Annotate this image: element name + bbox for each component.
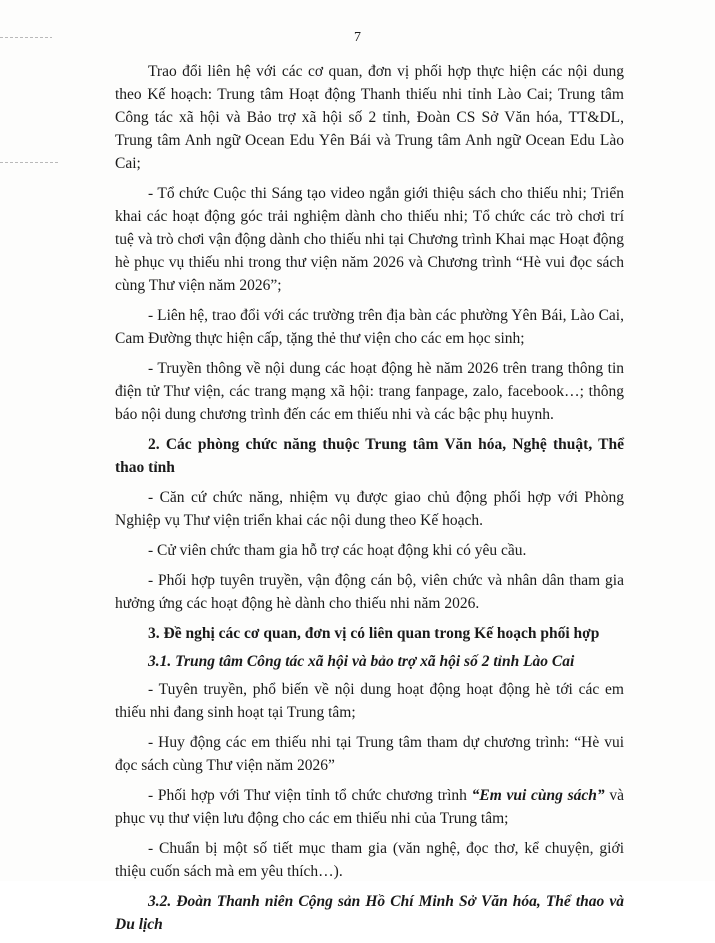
- paragraph: - Chuẩn bị một số tiết mục tham gia (văn nghệ, đọc thơ, kể chuyện, giới thiệu cuốn sách mà em yêu thích…).: [115, 840, 624, 880]
- paragraph: [115, 784, 624, 830]
- paragraph: Trao đổi liên hệ với các cơ quan, đơn vị phối hợp thực hiện các nội dung theo Kế hoạch: Trung tâm Hoạt động Thanh thiếu nhi tỉnh Lào Cai; Trung tâm Công tác xã hội và Bảo trợ xã hội số 2 tỉnh, Đoàn CS Sở Văn hóa, TT&DL, Trung tâm Anh ngữ Ocean Edu Yên Bái và Trung tâm Anh ngữ Ocean Edu Lào Cai;: [115, 63, 624, 172]
- paragraph: - Liên hệ, trao đổi với các trường trên địa bàn các phường Yên Bái, Lào Cai, Cam Đường thực hiện cấp, tặng thẻ thư viện cho các em học sinh;: [115, 307, 624, 347]
- section-heading: 3. Đề nghị các cơ quan, đơn vị có liên quan trong Kế hoạch phối hợp: [148, 625, 600, 642]
- paragraph: - Tuyên truyền, phổ biến về nội dung hoạt động hoạt động hè tới các em thiếu nhi đang sinh hoạt tại Trung tâm;: [115, 681, 624, 721]
- document-body: [115, 60, 624, 943]
- paragraph-text: - Phối hợp với Thư viện tỉnh tổ chức chương trình: [148, 787, 472, 804]
- page-number: 7: [354, 30, 361, 45]
- subsection-heading: 3.2. Đoàn Thanh niên Cộng sản Hồ Chí Minh Sở Văn hóa, Thể thao và Du lịch: [115, 893, 624, 933]
- program-title: “Em vui cùng sách”: [471, 787, 605, 804]
- paragraph: - Tổ chức Cuộc thi Sáng tạo video ngắn giới thiệu sách cho thiếu nhi; Triển khai các hoạt động góc trải nghiệm dành cho thiếu nhi; Tổ chức các trò chơi trí tuệ và trò chơi vận động dành cho thiếu nhi tại Chương trình Khai mạc Hoạt động hè phục vụ thiếu nhi trong thư viện năm 2026 và Chương trình “Hè vui đọc sách cùng Thư viện năm 2026”;: [115, 185, 624, 294]
- section-heading: 2. Các phòng chức năng thuộc Trung tâm Văn hóa, Nghệ thuật, Thể thao tỉnh: [115, 436, 624, 476]
- paragraph: - Căn cứ chức năng, nhiệm vụ được giao chủ động phối hợp với Phòng Nghiệp vụ Thư viện triển khai các nội dung theo Kế hoạch.: [115, 489, 624, 529]
- paragraph: - Cử viên chức tham gia hỗ trợ các hoạt động khi có yêu cầu.: [148, 542, 527, 559]
- paragraph: - Truyền thông về nội dung các hoạt động hè năm 2026 trên trang thông tin điện tử Thư viện, các trang mạng xã hội: trang fanpage, zalo, facebook…; thông báo nội dung chương trình đến các em thiếu nhi và các bậc phụ huynh.: [115, 360, 624, 423]
- subsection-heading: 3.1. Trung tâm Công tác xã hội và bảo trợ xã hội số 2 tỉnh Lào Cai: [148, 653, 575, 670]
- paragraph: - Phối hợp tuyên truyền, vận động cán bộ, viên chức và nhân dân tham gia hưởng ứng các hoạt động hè dành cho thiếu nhi năm 2026.: [115, 572, 624, 612]
- paragraph: - Huy động các em thiếu nhi tại Trung tâm tham dự chương trình: “Hè vui đọc sách cùng Thư viện năm 2026”: [115, 734, 624, 774]
- paragraph-text: và phục vụ thư viện lưu động cho các em thiếu nhi của Trung tâm;: [115, 787, 624, 827]
- margin-mark: [0, 162, 60, 163]
